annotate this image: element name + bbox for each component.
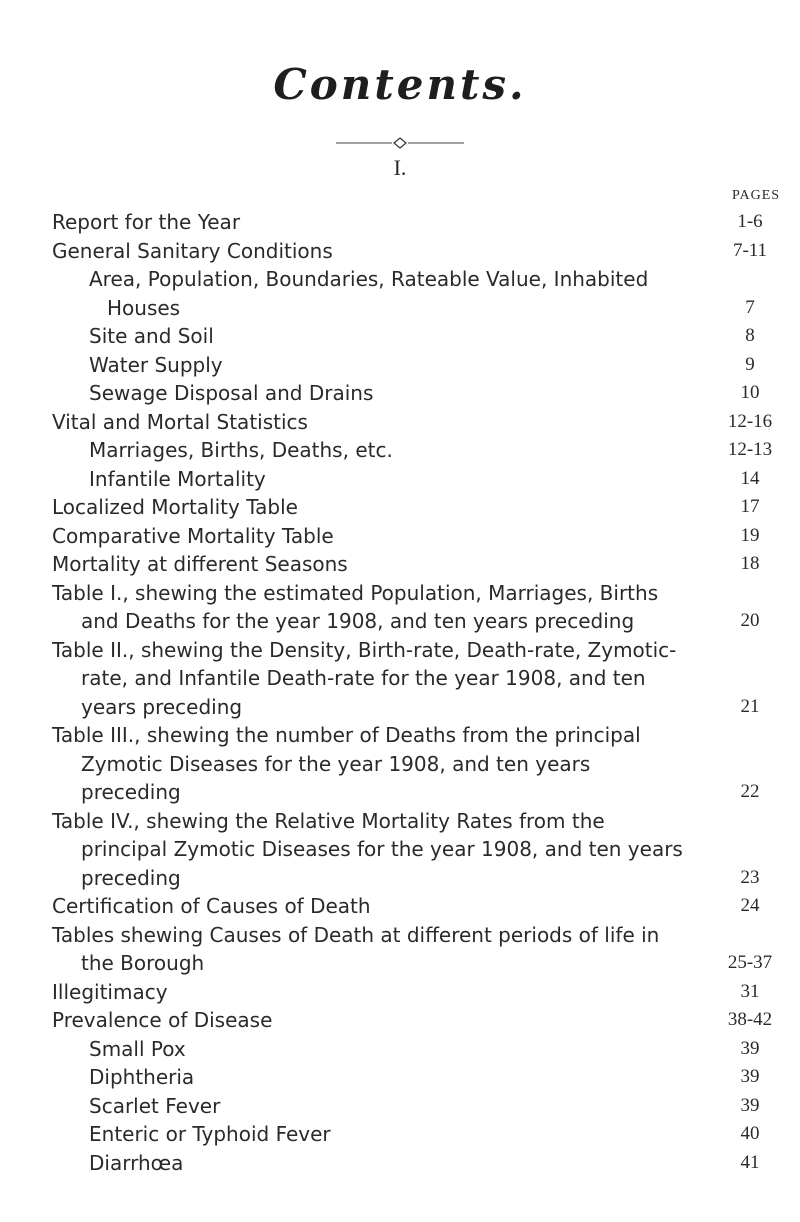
toc-entry-text: Table IV., shewing the Relative Mortality Rates from the principal Zymotic Diseases for the year 1908, and ten years preceding bbox=[52, 808, 683, 890]
toc-entry-page: 17 bbox=[740, 496, 760, 517]
toc-entry-text: Table I., shewing the estimated Population, Marriages, Births and Deaths for the year 1908, and ten years preceding bbox=[52, 580, 659, 633]
toc-entry[interactable] bbox=[0, 921, 800, 978]
toc-entry[interactable] bbox=[0, 493, 800, 522]
toc-entry[interactable] bbox=[0, 379, 800, 408]
toc-entry-page: 1-6 bbox=[737, 211, 763, 232]
toc-entry[interactable] bbox=[0, 636, 800, 722]
toc-entry-text: Enteric or Typhoid Fever bbox=[89, 1122, 331, 1146]
toc-entry-text: Marriages, Births, Deaths, etc. bbox=[89, 438, 393, 462]
toc-entry[interactable] bbox=[0, 1006, 800, 1035]
toc-entry-page: 41 bbox=[740, 1151, 760, 1173]
toc-entry[interactable] bbox=[0, 1120, 800, 1149]
diamond-ornament-icon bbox=[336, 137, 464, 149]
toc-entry[interactable] bbox=[0, 522, 800, 551]
toc-entry-text: Report for the Year bbox=[52, 210, 241, 234]
toc-entry-text: Prevalence of Disease bbox=[52, 1008, 273, 1032]
toc-entry[interactable] bbox=[0, 1149, 800, 1178]
toc-entry-text: Vital and Mortal Statistics bbox=[52, 409, 308, 434]
toc-entry-text: Mortality at different Seasons bbox=[52, 552, 348, 576]
page-title: Contents. bbox=[273, 60, 527, 109]
toc-entry[interactable] bbox=[0, 892, 800, 921]
toc-entry-text: Water Supply bbox=[89, 352, 223, 377]
toc-entry-page: 25-37 bbox=[727, 952, 773, 973]
toc-entry-text: Sewage Disposal and Drains bbox=[89, 381, 374, 405]
toc-entry-page: 12-16 bbox=[727, 410, 773, 432]
pages-column-header: PAGES bbox=[731, 188, 781, 203]
toc-entry-page: 23 bbox=[740, 866, 760, 888]
toc-entry-text: Certification of Causes of Death bbox=[52, 894, 371, 918]
toc-entry[interactable] bbox=[0, 1063, 800, 1092]
toc-entry-page: 39 bbox=[740, 1066, 760, 1087]
toc-entry-text: Localized Mortality Table bbox=[52, 495, 298, 519]
toc-entry-text: Tables shewing Causes of Death at different periods of life in the Borough bbox=[52, 922, 660, 975]
toc-entry-page: 8 bbox=[745, 325, 755, 346]
toc-entry[interactable] bbox=[0, 550, 800, 579]
toc-entry-text: Diarrhœa bbox=[89, 1150, 184, 1175]
toc-entry-text: Scarlet Fever bbox=[89, 1093, 221, 1118]
toc-entry-text: Site and Soil bbox=[89, 324, 214, 348]
toc-entry[interactable] bbox=[0, 408, 800, 437]
toc-entry[interactable] bbox=[0, 1035, 800, 1064]
toc-entry-page: 9 bbox=[745, 353, 755, 375]
table-of-contents bbox=[0, 208, 800, 1177]
toc-entry[interactable] bbox=[0, 265, 800, 322]
toc-entry-page: 39 bbox=[740, 1037, 760, 1059]
toc-entry-page: 31 bbox=[740, 980, 760, 1002]
toc-entry-text: Diphtheria bbox=[89, 1065, 195, 1089]
toc-entry[interactable] bbox=[0, 436, 800, 465]
toc-entry-page: 22 bbox=[740, 781, 760, 802]
toc-entry-page: 12-13 bbox=[727, 439, 773, 460]
toc-entry[interactable] bbox=[0, 579, 800, 636]
toc-entry-text: Table II., shewing the Density, Birth-rate, Death-rate, Zymotic-rate, and Infantile Death-rate for the year 1908, and ten years preceding bbox=[52, 637, 677, 719]
toc-entry[interactable] bbox=[0, 237, 800, 266]
toc-entry-page: 24 bbox=[740, 895, 760, 916]
toc-entry[interactable] bbox=[0, 322, 800, 351]
toc-entry-page: 10 bbox=[740, 382, 760, 403]
toc-entry-page: 14 bbox=[740, 467, 760, 489]
toc-entry[interactable] bbox=[0, 978, 800, 1007]
toc-entry-page: 21 bbox=[740, 695, 760, 717]
toc-entry-text: General Sanitary Conditions bbox=[52, 238, 333, 263]
toc-entry-page: 40 bbox=[740, 1123, 760, 1144]
toc-entry-page: 38-42 bbox=[727, 1009, 773, 1030]
toc-entry-text: Comparative Mortality Table bbox=[52, 523, 334, 548]
toc-entry-text: Table III., shewing the number of Deaths from the principal Zymotic Diseases for the year 1908, and ten years preceding bbox=[52, 723, 641, 804]
toc-entry-page: 7-11 bbox=[732, 239, 768, 261]
toc-entry-page: 7 bbox=[745, 296, 755, 318]
toc-entry-page: 20 bbox=[740, 610, 760, 631]
toc-entry-text: Small Pox bbox=[89, 1036, 186, 1061]
toc-entry-page: 18 bbox=[740, 553, 760, 574]
toc-entry-text: Area, Population, Boundaries, Rateable Value, Inhabited Houses bbox=[89, 267, 649, 320]
toc-entry[interactable] bbox=[0, 1092, 800, 1121]
toc-entry-page: 19 bbox=[740, 524, 760, 546]
toc-entry-page: 39 bbox=[740, 1094, 760, 1116]
toc-entry[interactable] bbox=[0, 465, 800, 494]
toc-entry-text: Illegitimacy bbox=[52, 979, 168, 1004]
toc-entry[interactable] bbox=[0, 807, 800, 893]
section-number: I. bbox=[393, 155, 407, 180]
toc-entry[interactable] bbox=[0, 208, 800, 237]
toc-entry[interactable] bbox=[0, 721, 800, 807]
toc-entry[interactable] bbox=[0, 351, 800, 380]
toc-entry-text: Infantile Mortality bbox=[89, 466, 266, 491]
